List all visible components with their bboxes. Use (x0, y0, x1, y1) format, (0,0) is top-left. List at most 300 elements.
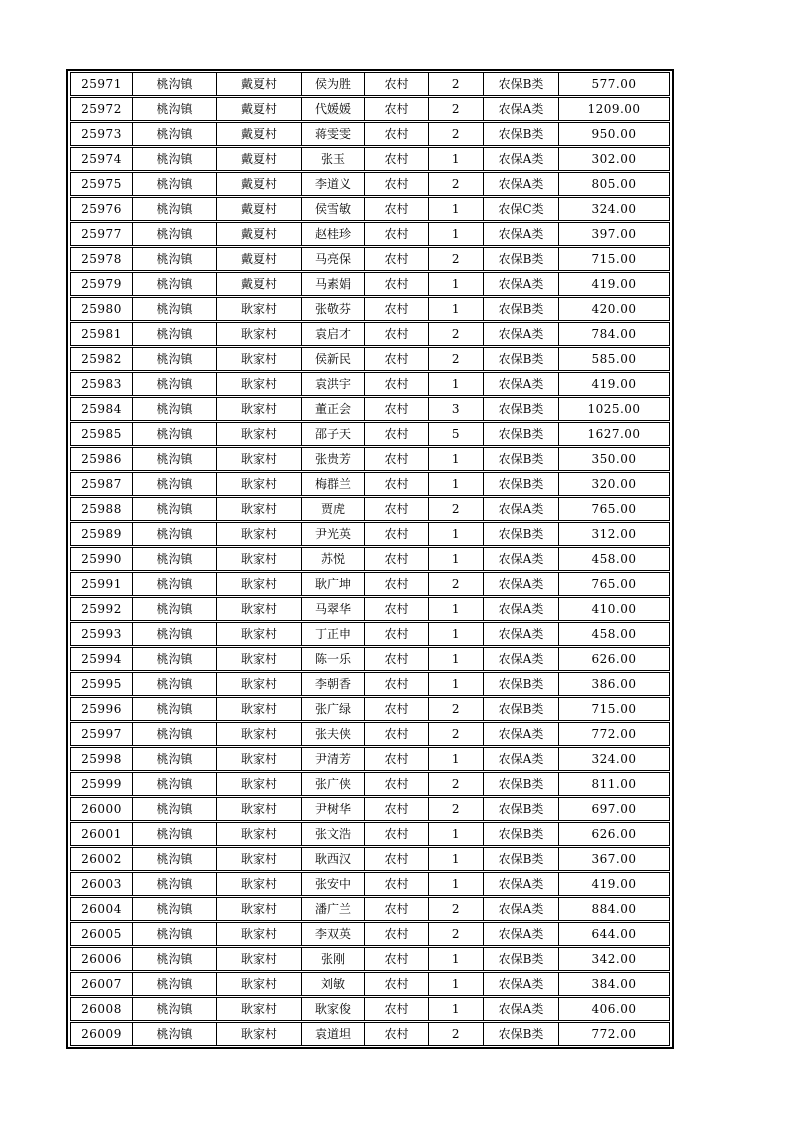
table-row (70, 897, 670, 921)
cell-insurance-category: 农保B类 (484, 773, 559, 795)
cell-town: 桃沟镇 (133, 473, 217, 495)
cell-amount: 715.00 (591, 702, 637, 716)
cell-person-name: 刘敏 (302, 973, 365, 995)
cell-serial-number: 26005 (71, 923, 133, 945)
cell-insurance-category: 农保A类 (484, 648, 559, 670)
cell-serial-number: 25997 (71, 723, 133, 745)
cell-amount: 1209.00 (587, 102, 641, 116)
cell-residence-type: 农村 (365, 948, 429, 970)
cell-insurance-category: 农保B类 (484, 423, 559, 445)
cell-residence-type: 农村 (365, 923, 429, 945)
cell-person-count: 1 (429, 948, 484, 970)
cell-residence-type: 农村 (365, 123, 429, 145)
cell-person-name: 袁洪宇 (302, 373, 365, 395)
table-row (70, 647, 670, 671)
cell-village: 耿家村 (217, 348, 302, 370)
cell-person-count: 1 (429, 973, 484, 995)
cell-amount: 811.00 (591, 777, 637, 791)
cell-town: 桃沟镇 (133, 1023, 217, 1045)
table-row (70, 497, 670, 521)
cell-person-count: 2 (429, 898, 484, 920)
cell-town: 桃沟镇 (133, 548, 217, 570)
table-row (70, 1022, 670, 1046)
table-row (70, 147, 670, 171)
cell-person-count: 2 (429, 773, 484, 795)
cell-residence-type: 农村 (365, 798, 429, 820)
cell-amount: 884.00 (591, 902, 637, 916)
cell-person-name: 袁启才 (302, 323, 365, 345)
cell-serial-number: 26003 (71, 873, 133, 895)
cell-person-count: 1 (429, 548, 484, 570)
cell-insurance-category: 农保B类 (484, 798, 559, 820)
cell-person-count: 5 (429, 423, 484, 445)
cell-person-count: 2 (429, 248, 484, 270)
cell-amount: 419.00 (591, 877, 637, 891)
cell-residence-type: 农村 (365, 723, 429, 745)
cell-residence-type: 农村 (365, 598, 429, 620)
cell-amount: 784.00 (591, 327, 637, 341)
cell-person-name: 张敬芬 (302, 298, 365, 320)
cell-residence-type: 农村 (365, 848, 429, 870)
cell-person-name: 陈一乐 (302, 648, 365, 670)
cell-person-name: 马素娟 (302, 273, 365, 295)
cell-town: 桃沟镇 (133, 348, 217, 370)
cell-person-name: 赵桂珍 (302, 223, 365, 245)
cell-serial-number: 25975 (71, 173, 133, 195)
cell-town: 桃沟镇 (133, 373, 217, 395)
cell-person-name: 董正会 (302, 398, 365, 420)
cell-town: 桃沟镇 (133, 648, 217, 670)
cell-town: 桃沟镇 (133, 223, 217, 245)
cell-amount: 715.00 (591, 252, 637, 266)
cell-serial-number: 25994 (71, 648, 133, 670)
cell-residence-type: 农村 (365, 998, 429, 1020)
cell-insurance-category: 农保B类 (484, 298, 559, 320)
cell-person-count: 3 (429, 398, 484, 420)
cell-village: 戴夏村 (217, 148, 302, 170)
cell-person-count: 1 (429, 673, 484, 695)
cell-town: 桃沟镇 (133, 798, 217, 820)
cell-residence-type: 农村 (365, 398, 429, 420)
table-row (70, 247, 670, 271)
cell-amount: 320.00 (591, 477, 637, 491)
cell-amount: 386.00 (591, 677, 637, 691)
cell-town: 桃沟镇 (133, 973, 217, 995)
cell-person-name: 代媛媛 (302, 98, 365, 120)
cell-insurance-category: 农保A类 (484, 873, 559, 895)
cell-residence-type: 农村 (365, 148, 429, 170)
table-row (70, 672, 670, 696)
cell-person-name: 张广绿 (302, 698, 365, 720)
cell-person-name: 李朝香 (302, 673, 365, 695)
cell-residence-type: 农村 (365, 673, 429, 695)
cell-village: 耿家村 (217, 448, 302, 470)
cell-insurance-category: 农保B类 (484, 948, 559, 970)
cell-person-count: 2 (429, 1023, 484, 1045)
cell-residence-type: 农村 (365, 898, 429, 920)
cell-residence-type: 农村 (365, 698, 429, 720)
cell-person-count: 2 (429, 348, 484, 370)
table-row (70, 397, 670, 421)
cell-town: 桃沟镇 (133, 748, 217, 770)
cell-person-count: 1 (429, 848, 484, 870)
cell-town: 桃沟镇 (133, 173, 217, 195)
cell-serial-number: 26008 (71, 998, 133, 1020)
cell-person-name: 李道义 (302, 173, 365, 195)
cell-amount: 772.00 (591, 727, 637, 741)
cell-serial-number: 25971 (71, 73, 133, 95)
cell-village: 戴夏村 (217, 198, 302, 220)
table-row (70, 547, 670, 571)
table-row (70, 222, 670, 246)
cell-town: 桃沟镇 (133, 823, 217, 845)
cell-serial-number: 25984 (71, 398, 133, 420)
cell-town: 桃沟镇 (133, 898, 217, 920)
cell-serial-number: 25995 (71, 673, 133, 695)
cell-person-count: 1 (429, 373, 484, 395)
cell-person-name: 张玉 (302, 148, 365, 170)
cell-amount: 644.00 (591, 927, 637, 941)
cell-person-count: 2 (429, 698, 484, 720)
cell-person-count: 1 (429, 223, 484, 245)
cell-person-name: 尹清芳 (302, 748, 365, 770)
cell-amount: 805.00 (591, 177, 637, 191)
cell-town: 桃沟镇 (133, 98, 217, 120)
cell-village: 戴夏村 (217, 123, 302, 145)
table-row (70, 597, 670, 621)
cell-person-name: 丁正申 (302, 623, 365, 645)
table-row (70, 922, 670, 946)
cell-residence-type: 农村 (365, 348, 429, 370)
table-row (70, 72, 670, 96)
cell-village: 耿家村 (217, 373, 302, 395)
cell-person-count: 2 (429, 923, 484, 945)
cell-village: 耿家村 (217, 423, 302, 445)
cell-village: 耿家村 (217, 523, 302, 545)
cell-person-count: 1 (429, 623, 484, 645)
cell-village: 耿家村 (217, 898, 302, 920)
cell-amount: 397.00 (591, 227, 637, 241)
cell-person-name: 张广侠 (302, 773, 365, 795)
cell-village: 戴夏村 (217, 173, 302, 195)
table-row (70, 272, 670, 296)
cell-insurance-category: 农保B类 (484, 848, 559, 870)
table-row (70, 422, 670, 446)
cell-insurance-category: 农保A类 (484, 998, 559, 1020)
cell-village: 耿家村 (217, 473, 302, 495)
cell-town: 桃沟镇 (133, 598, 217, 620)
cell-amount: 585.00 (591, 352, 637, 366)
cell-village: 耿家村 (217, 973, 302, 995)
cell-serial-number: 25978 (71, 248, 133, 270)
cell-residence-type: 农村 (365, 323, 429, 345)
cell-town: 桃沟镇 (133, 123, 217, 145)
cell-insurance-category: 农保C类 (484, 198, 559, 220)
cell-village: 耿家村 (217, 923, 302, 945)
cell-insurance-category: 农保B类 (484, 823, 559, 845)
cell-village: 耿家村 (217, 873, 302, 895)
cell-village: 耿家村 (217, 998, 302, 1020)
table-row (70, 797, 670, 821)
cell-amount: 312.00 (591, 527, 637, 541)
data-table (66, 69, 674, 1049)
cell-town: 桃沟镇 (133, 998, 217, 1020)
cell-person-count: 1 (429, 473, 484, 495)
cell-village: 耿家村 (217, 848, 302, 870)
cell-residence-type: 农村 (365, 773, 429, 795)
cell-town: 桃沟镇 (133, 673, 217, 695)
cell-village: 耿家村 (217, 298, 302, 320)
cell-person-count: 2 (429, 573, 484, 595)
table-row (70, 972, 670, 996)
cell-amount: 419.00 (591, 377, 637, 391)
cell-insurance-category: 农保B类 (484, 523, 559, 545)
table-row (70, 172, 670, 196)
cell-serial-number: 26000 (71, 798, 133, 820)
cell-insurance-category: 农保A类 (484, 573, 559, 595)
cell-insurance-category: 农保A类 (484, 748, 559, 770)
cell-person-count: 1 (429, 148, 484, 170)
cell-person-count: 1 (429, 273, 484, 295)
cell-person-count: 1 (429, 448, 484, 470)
cell-person-name: 袁道坦 (302, 1023, 365, 1045)
cell-village: 耿家村 (217, 648, 302, 670)
cell-residence-type: 农村 (365, 523, 429, 545)
cell-town: 桃沟镇 (133, 323, 217, 345)
table-row (70, 522, 670, 546)
cell-residence-type: 农村 (365, 473, 429, 495)
cell-serial-number: 26004 (71, 898, 133, 920)
cell-person-count: 2 (429, 323, 484, 345)
cell-amount: 350.00 (591, 452, 637, 466)
cell-person-name: 蒋雯雯 (302, 123, 365, 145)
cell-residence-type: 农村 (365, 623, 429, 645)
cell-village: 耿家村 (217, 748, 302, 770)
cell-person-name: 侯为胜 (302, 73, 365, 95)
cell-town: 桃沟镇 (133, 298, 217, 320)
cell-town: 桃沟镇 (133, 923, 217, 945)
cell-serial-number: 25979 (71, 273, 133, 295)
table-row (70, 747, 670, 771)
cell-amount: 950.00 (591, 127, 637, 141)
cell-amount: 1627.00 (587, 427, 641, 441)
cell-village: 耿家村 (217, 948, 302, 970)
cell-residence-type: 农村 (365, 298, 429, 320)
cell-village: 戴夏村 (217, 223, 302, 245)
cell-town: 桃沟镇 (133, 248, 217, 270)
cell-village: 耿家村 (217, 323, 302, 345)
cell-person-name: 潘广兰 (302, 898, 365, 920)
cell-serial-number: 26009 (71, 1023, 133, 1045)
cell-serial-number: 26001 (71, 823, 133, 845)
cell-village: 耿家村 (217, 598, 302, 620)
cell-person-count: 2 (429, 723, 484, 745)
cell-person-name: 侯新民 (302, 348, 365, 370)
cell-town: 桃沟镇 (133, 148, 217, 170)
cell-insurance-category: 农保A类 (484, 98, 559, 120)
cell-town: 桃沟镇 (133, 423, 217, 445)
cell-serial-number: 25973 (71, 123, 133, 145)
cell-residence-type: 农村 (365, 973, 429, 995)
cell-residence-type: 农村 (365, 198, 429, 220)
cell-person-name: 耿西汉 (302, 848, 365, 870)
table-row (70, 372, 670, 396)
cell-town: 桃沟镇 (133, 398, 217, 420)
cell-serial-number: 25980 (71, 298, 133, 320)
cell-amount: 772.00 (591, 1027, 637, 1041)
table-row (70, 997, 670, 1021)
cell-person-count: 2 (429, 173, 484, 195)
cell-amount: 765.00 (591, 502, 637, 516)
cell-serial-number: 26006 (71, 948, 133, 970)
cell-person-name: 耿广坤 (302, 573, 365, 595)
cell-residence-type: 农村 (365, 223, 429, 245)
cell-person-count: 1 (429, 998, 484, 1020)
cell-insurance-category: 农保A类 (484, 373, 559, 395)
cell-town: 桃沟镇 (133, 698, 217, 720)
cell-village: 戴夏村 (217, 73, 302, 95)
cell-person-count: 2 (429, 123, 484, 145)
cell-village: 耿家村 (217, 573, 302, 595)
cell-residence-type: 农村 (365, 373, 429, 395)
cell-village: 耿家村 (217, 1023, 302, 1045)
cell-person-count: 1 (429, 873, 484, 895)
cell-residence-type: 农村 (365, 498, 429, 520)
cell-village: 耿家村 (217, 698, 302, 720)
cell-town: 桃沟镇 (133, 73, 217, 95)
cell-residence-type: 农村 (365, 548, 429, 570)
cell-insurance-category: 农保B类 (484, 123, 559, 145)
cell-amount: 410.00 (591, 602, 637, 616)
cell-serial-number: 25999 (71, 773, 133, 795)
cell-residence-type: 农村 (365, 173, 429, 195)
cell-residence-type: 农村 (365, 573, 429, 595)
cell-serial-number: 25985 (71, 423, 133, 445)
cell-village: 耿家村 (217, 773, 302, 795)
table-row (70, 947, 670, 971)
cell-person-count: 1 (429, 648, 484, 670)
cell-person-name: 张安中 (302, 873, 365, 895)
table-row (70, 572, 670, 596)
cell-town: 桃沟镇 (133, 773, 217, 795)
cell-village: 耿家村 (217, 823, 302, 845)
cell-serial-number: 25981 (71, 323, 133, 345)
cell-amount: 342.00 (591, 952, 637, 966)
table-row (70, 97, 670, 121)
cell-person-name: 马翠华 (302, 598, 365, 620)
cell-residence-type: 农村 (365, 248, 429, 270)
cell-residence-type: 农村 (365, 1023, 429, 1045)
cell-person-count: 2 (429, 73, 484, 95)
cell-amount: 419.00 (591, 277, 637, 291)
cell-village: 耿家村 (217, 673, 302, 695)
cell-insurance-category: 农保B类 (484, 248, 559, 270)
cell-person-name: 李双英 (302, 923, 365, 945)
cell-serial-number: 25992 (71, 598, 133, 620)
cell-insurance-category: 农保A类 (484, 498, 559, 520)
cell-amount: 458.00 (591, 552, 637, 566)
cell-person-name: 邵子天 (302, 423, 365, 445)
table-row (70, 697, 670, 721)
cell-insurance-category: 农保A类 (484, 623, 559, 645)
table-row (70, 847, 670, 871)
cell-serial-number: 25991 (71, 573, 133, 595)
cell-village: 耿家村 (217, 723, 302, 745)
cell-town: 桃沟镇 (133, 523, 217, 545)
cell-serial-number: 25989 (71, 523, 133, 545)
cell-person-name: 张文浩 (302, 823, 365, 845)
cell-insurance-category: 农保B类 (484, 673, 559, 695)
cell-village: 戴夏村 (217, 98, 302, 120)
cell-person-name: 苏悦 (302, 548, 365, 570)
cell-amount: 458.00 (591, 627, 637, 641)
cell-town: 桃沟镇 (133, 448, 217, 470)
cell-insurance-category: 农保A类 (484, 148, 559, 170)
cell-serial-number: 25986 (71, 448, 133, 470)
cell-amount: 626.00 (591, 652, 637, 666)
cell-serial-number: 25998 (71, 748, 133, 770)
cell-town: 桃沟镇 (133, 873, 217, 895)
cell-person-count: 1 (429, 823, 484, 845)
cell-person-count: 1 (429, 298, 484, 320)
cell-person-count: 2 (429, 798, 484, 820)
cell-village: 耿家村 (217, 398, 302, 420)
cell-village: 耿家村 (217, 498, 302, 520)
cell-residence-type: 农村 (365, 873, 429, 895)
cell-serial-number: 25993 (71, 623, 133, 645)
cell-amount: 324.00 (591, 752, 637, 766)
cell-town: 桃沟镇 (133, 948, 217, 970)
cell-village: 耿家村 (217, 798, 302, 820)
table-row (70, 772, 670, 796)
table-row (70, 197, 670, 221)
table-body (70, 72, 670, 1046)
cell-amount: 577.00 (591, 77, 637, 91)
cell-village: 耿家村 (217, 548, 302, 570)
cell-insurance-category: 农保B类 (484, 1023, 559, 1045)
cell-residence-type: 农村 (365, 423, 429, 445)
cell-residence-type: 农村 (365, 98, 429, 120)
cell-insurance-category: 农保B类 (484, 348, 559, 370)
cell-insurance-category: 农保A类 (484, 323, 559, 345)
cell-person-name: 梅群兰 (302, 473, 365, 495)
cell-amount: 765.00 (591, 577, 637, 591)
cell-serial-number: 25974 (71, 148, 133, 170)
cell-amount: 324.00 (591, 202, 637, 216)
table-row (70, 122, 670, 146)
table-row (70, 622, 670, 646)
cell-amount: 1025.00 (587, 402, 641, 416)
cell-insurance-category: 农保A类 (484, 173, 559, 195)
cell-insurance-category: 农保A类 (484, 273, 559, 295)
cell-person-count: 1 (429, 598, 484, 620)
cell-residence-type: 农村 (365, 73, 429, 95)
cell-serial-number: 26002 (71, 848, 133, 870)
cell-town: 桃沟镇 (133, 723, 217, 745)
cell-amount: 384.00 (591, 977, 637, 991)
cell-insurance-category: 农保A类 (484, 723, 559, 745)
cell-person-name: 张贵芳 (302, 448, 365, 470)
cell-insurance-category: 农保A类 (484, 973, 559, 995)
table-row (70, 822, 670, 846)
cell-person-count: 1 (429, 523, 484, 545)
cell-person-name: 尹树华 (302, 798, 365, 820)
cell-residence-type: 农村 (365, 273, 429, 295)
cell-person-count: 2 (429, 98, 484, 120)
cell-person-name: 张夫侠 (302, 723, 365, 745)
cell-amount: 367.00 (591, 852, 637, 866)
cell-insurance-category: 农保A类 (484, 923, 559, 945)
